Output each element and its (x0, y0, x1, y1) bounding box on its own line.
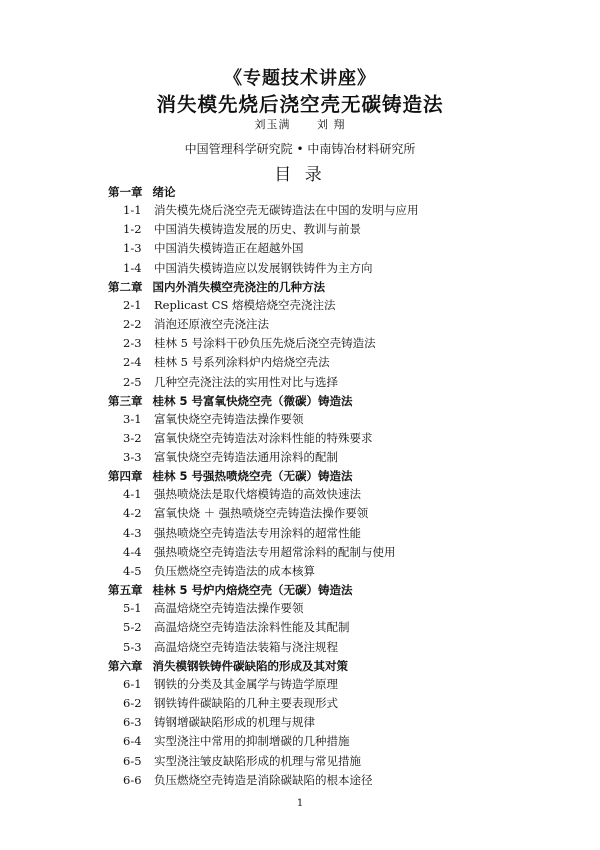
section-number: 4-1 (123, 487, 142, 502)
toc-chapter (108, 278, 568, 296)
toc-section (108, 429, 568, 448)
section-title: 富氧快烧空壳铸造法通用涂料的配制 (154, 450, 338, 465)
toc-section (108, 353, 568, 372)
chapter-title: 桂林 5 号炉内焙烧空壳（无碳）铸造法 (152, 583, 353, 598)
toc-chapter (108, 657, 568, 675)
section-title: 高温焙烧空壳铸造法装箱与浇注规程 (154, 639, 338, 654)
toc-section (108, 485, 568, 504)
toc-section (108, 618, 568, 637)
chapter-title: 国内外消失模空壳浇注的几种方法 (152, 279, 325, 294)
section-number: 1-3 (123, 241, 142, 256)
section-title: 实型浇注皱皮缺陷形成的机理与常见措施 (154, 753, 361, 768)
section-title: 消泡还原液空壳浇注法 (154, 316, 269, 331)
toc-section (108, 448, 568, 467)
chapter-title: 绪论 (152, 185, 176, 199)
toc-chapter (108, 581, 568, 599)
toc-section (108, 771, 568, 790)
chapter-title: 桂林 5 号富氧快烧空壳（微碳）铸造法 (152, 393, 353, 408)
toc-section (108, 599, 568, 618)
section-title: 消失模先烧后浇空壳无碳铸造法在中国的发明与应用 (154, 203, 419, 217)
author-name: 刘玉满 (254, 118, 291, 131)
toc-section (108, 562, 568, 581)
section-number: 5-2 (123, 620, 142, 635)
section-number: 6-4 (123, 734, 142, 749)
toc-section (108, 334, 568, 353)
toc-section (108, 732, 568, 751)
section-title: 富氧快烧空壳铸造法对涂料性能的特殊要求 (154, 430, 373, 445)
section-number: 5-3 (123, 639, 142, 654)
toc-section (108, 504, 568, 523)
section-title: 钢铁铸件碳缺陷的几种主要表现形式 (154, 695, 338, 710)
section-title: 高温焙烧空壳铸造法操作要领 (154, 601, 304, 616)
section-number: 6-6 (123, 772, 142, 787)
section-number: 2-2 (123, 316, 142, 331)
section-title: 钢铁的分类及其金属学与铸造学原理 (154, 676, 338, 691)
section-title: 强热喷烧空壳铸造法专用涂料的超常性能 (154, 525, 361, 540)
section-title: 桂林 5 号涂料干砂负压先烧后浇空壳铸造法 (154, 336, 376, 351)
page-number: 1 (296, 798, 304, 809)
toc-section (108, 694, 568, 713)
toc-section (108, 524, 568, 543)
affiliation: 中国管理科学研究院 • 中南铸冶材料研究所 (184, 142, 416, 156)
section-title: 富氧快烧空壳铸造法操作要领 (154, 411, 304, 426)
section-number: 4-4 (123, 544, 142, 559)
toc-section (108, 713, 568, 732)
toc-section (108, 675, 568, 694)
section-number: 1-1 (123, 203, 142, 217)
section-title: 负压燃烧空壳铸造法的成本核算 (154, 564, 315, 578)
section-number: 6-3 (123, 715, 142, 730)
toc-section (108, 220, 568, 239)
chapter-number: 第五章 (108, 583, 143, 598)
toc-section (108, 752, 568, 771)
toc-heading: 目 录 (274, 165, 326, 185)
section-number: 4-3 (123, 525, 142, 540)
toc-section (108, 201, 568, 220)
section-title: 实型浇注中常用的抑制增碳的几种措施 (154, 734, 350, 749)
section-number: 3-1 (123, 411, 142, 426)
section-title: 富氧快烧 ＋ 强热喷烧空壳铸造法操作要领 (154, 506, 369, 521)
section-number: 4-2 (123, 506, 142, 521)
section-number: 1-4 (123, 260, 142, 275)
chapter-number: 第六章 (108, 658, 143, 673)
toc-chapter (108, 183, 568, 201)
series-title: 《专题技术讲座》 (224, 68, 376, 89)
chapter-number: 第四章 (108, 469, 143, 484)
section-title: 中国消失模铸造应以发展钢铁铸件为主方向 (154, 260, 373, 275)
toc-section (108, 543, 568, 562)
toc-section (108, 638, 568, 657)
section-number: 2-3 (123, 336, 142, 351)
chapter-number: 第二章 (108, 279, 143, 294)
section-title: Replicast CS 熔模焙烧空壳浇注法 (154, 297, 336, 312)
toc-chapter (108, 392, 568, 410)
section-number: 4-5 (123, 564, 142, 578)
section-title: 铸钢增碳缺陷形成的机理与规律 (154, 715, 315, 730)
section-number: 3-2 (123, 430, 142, 445)
table-of-contents (108, 183, 568, 790)
chapter-title: 消失模钢铁铸件碳缺陷的形成及其对策 (152, 658, 348, 673)
toc-chapter (108, 467, 568, 485)
toc-section (108, 296, 568, 315)
section-title: 几种空壳浇注法的实用性对比与选择 (154, 374, 338, 389)
section-title: 强热喷烧法是取代熔模铸造的高效快速法 (154, 487, 361, 502)
section-title: 桂林 5 号系列涂料炉内焙烧空壳法 (154, 355, 330, 370)
chapter-title: 桂林 5 号强热喷烧空壳（无碳）铸造法 (152, 469, 353, 484)
section-number: 6-1 (123, 676, 142, 691)
section-number: 3-3 (123, 450, 142, 465)
chapter-number: 第一章 (108, 185, 143, 199)
author-name: 刘 翔 (317, 118, 346, 131)
toc-section (108, 373, 568, 392)
toc-section (108, 259, 568, 278)
section-title: 中国消失模铸造发展的历史、教训与前景 (154, 222, 361, 237)
chapter-number: 第三章 (108, 393, 143, 408)
section-number: 1-2 (123, 222, 142, 237)
section-title: 强热喷烧空壳铸造法专用超常涂料的配制与使用 (154, 544, 396, 559)
section-number: 6-5 (123, 753, 142, 768)
section-title: 负压燃烧空壳铸造是消除碳缺陷的根本途径 (154, 772, 373, 787)
section-number: 6-2 (123, 695, 142, 710)
section-number: 2-5 (123, 374, 142, 389)
authors (0, 116, 600, 132)
toc-section (108, 239, 568, 258)
section-number: 2-4 (123, 355, 142, 370)
section-number: 2-1 (123, 297, 142, 312)
toc-section (108, 315, 568, 334)
toc-section (108, 410, 568, 429)
section-number: 5-1 (123, 601, 142, 616)
section-title: 高温焙烧空壳铸造法涂料性能及其配制 (154, 620, 350, 635)
document-title: 消失模先烧后浇空壳无碳铸造法 (156, 93, 444, 116)
section-title: 中国消失模铸造正在超越外国 (154, 241, 304, 256)
